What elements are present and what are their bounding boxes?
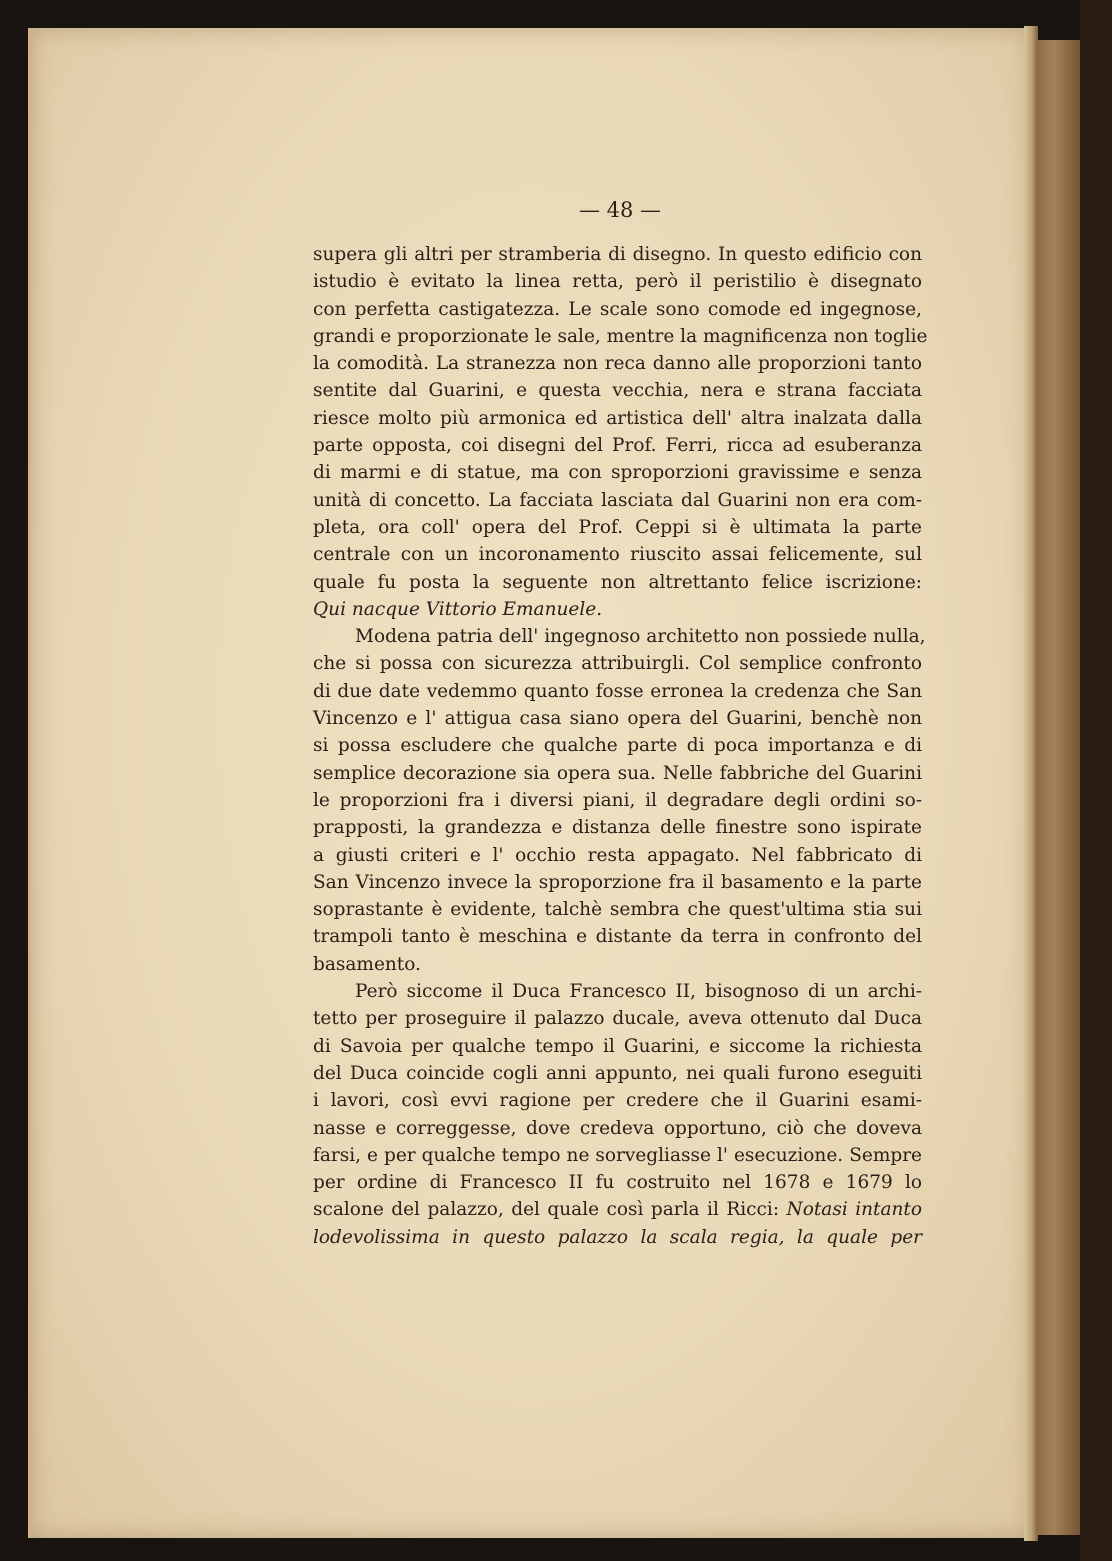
binding-board (1036, 40, 1082, 1535)
quotation-line: lodevolissima in questo palazzo la scala regia, la quale per (313, 1226, 922, 1248)
text-line: supera gli altri per stramberia di disegno. In questo edificio con (313, 244, 922, 265)
text-line: centrale con un incoronamento riuscito assai felicemente, sul (313, 544, 922, 566)
text-line: del Duca coincide cogli anni appunto, nei quali furono eseguiti (313, 1062, 922, 1084)
text-line: le proporzioni fra i diversi piani, il degradare degli ordini so- (313, 789, 922, 811)
text-line: San Vincenzo invece la sproporzione fra il basamento e la parte (313, 871, 922, 893)
text-line: tetto per proseguire il palazzo ducale, aveva ottenuto dal Duca (313, 1008, 922, 1030)
text-line: di due date vedemmo quanto fosse erronea la credenza che San (313, 680, 922, 702)
page-number: — 48 — (578, 198, 662, 222)
text-line: di marmi e di statue, ma con sproporzioni gravissime e senza (313, 462, 922, 484)
text-line: grandi e proporzionate le sale, mentre la magnificenza non toglie (313, 325, 928, 347)
text-line: farsi, e per qualche tempo ne sorvegliasse l' esecuzione. Sempre (313, 1144, 922, 1166)
text-line: si possa escludere che qualche parte di poca importanza e di (313, 735, 922, 757)
text-line: semplice decorazione sia opera sua. Nelle fabbriche del Guarini (313, 762, 922, 784)
binding-edge (1080, 0, 1112, 1561)
text-line: con perfetta castigatezza. Le scale sono comode ed ingegnose, (313, 298, 922, 320)
text-line: che si possa con sicurezza attribuirgli. Col semplice confronto (313, 653, 922, 675)
text-line: prapposti, la grandezza e distanza delle finestre sono ispirate (313, 817, 922, 839)
text-line: soprastante è evidente, talchè sembra che quest'ultima stia sui (313, 899, 922, 921)
text-line: a giusti criteri e l' occhio resta appagato. Nel fabbricato di (313, 844, 922, 866)
text-line: istudio è evitato la linea retta, però il peristilio è disegnato (313, 271, 922, 293)
paragraph-end-line: basamento. (313, 953, 421, 975)
text-line: sentite dal Guarini, e questa vecchia, nera e strana facciata (313, 380, 922, 402)
text-line-mixed (313, 1196, 922, 1223)
paragraph-start-line: Però siccome il Duca Francesco II, bisognoso di un archi- (355, 981, 922, 1003)
text-line: parte opposta, coi disegni del Prof. Ferri, ricca ad esuberanza (313, 435, 922, 457)
inscription-line: Qui nacque Vittorio Emanuele. (313, 598, 603, 620)
paragraph-start-line: Modena patria dell' ingegnoso architetto non possiede nulla, (355, 626, 926, 648)
text-line: trampoli tanto è meschina e distante da terra in confronto del (313, 926, 922, 948)
body-text (313, 241, 928, 1251)
text-line: pleta, ora coll' opera del Prof. Ceppi si è ultimata la parte (313, 516, 922, 538)
text-line: riesce molto più armonica ed artistica dell' altra inalzata dalla (313, 407, 922, 429)
text-line: per ordine di Francesco II fu costruito nel 1678 e 1679 lo (313, 1172, 922, 1194)
text-line: unità di concetto. La facciata lasciata dal Guarini non era com- (313, 489, 922, 511)
text-line: Vincenzo e l' attigua casa siano opera del Guarini, benchè non (313, 708, 922, 730)
text-line: di Savoia per qualche tempo il Guarini, e siccome la richiesta (313, 1035, 922, 1057)
text-line: la comodità. La stranezza non reca danno alle proporzioni tanto (313, 353, 922, 375)
text-line: nasse e correggesse, dove credeva opportuno, ciò che doveva (313, 1117, 922, 1139)
text-roman-part: scalone del palazzo, del quale così parla il Ricci: (313, 1199, 780, 1221)
text-line: i lavori, così evvi ragione per credere che il Guarini esami- (313, 1090, 922, 1112)
text-line: quale fu posta la seguente non altrettanto felice iscrizione: (313, 571, 922, 593)
text-italic-part: Notasi intanto (786, 1199, 922, 1221)
